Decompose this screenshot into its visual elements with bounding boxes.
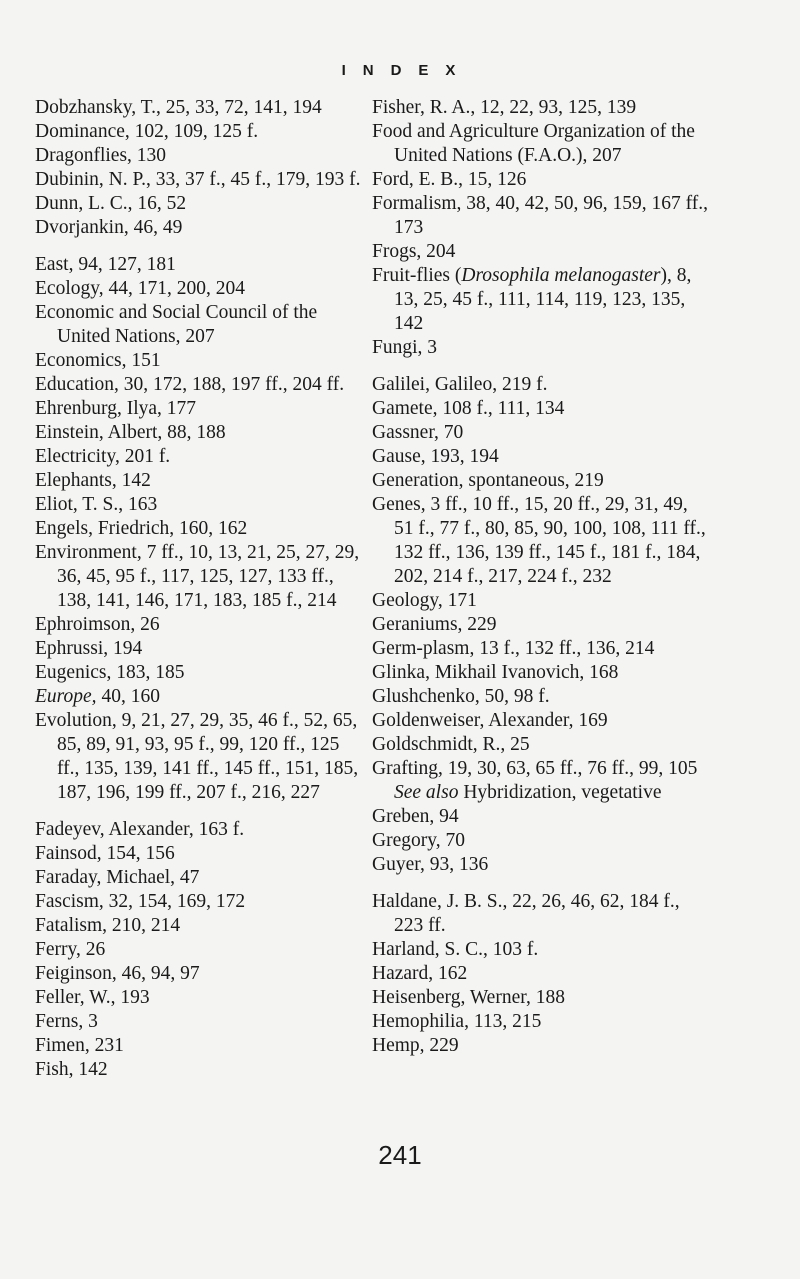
index-entry: Fimen, 231 (35, 1035, 124, 1056)
index-entry: Gregory, 70 (372, 830, 465, 851)
index-entry: Galilei, Galileo, 219 f. (372, 374, 548, 395)
index-entry: East, 94, 127, 181 (35, 254, 176, 275)
index-entry: Feller, W., 193 (35, 987, 150, 1008)
index-entry: Fainsod, 154, 156 (35, 843, 175, 864)
index-entry: Economic and Social Council of the United Nations, 207 (35, 302, 318, 347)
index-entry: Feiginson, 46, 94, 97 (35, 963, 200, 984)
index-entry: Evolution, 9, 21, 27, 29, 35, 46 f., 52, 65, 85, 89, 91, 93, 95 f., 99, 120 ff., 125 ff., 135, 139, 141 ff., 145 ff., 151, 185, 187, 196, 199 ff., 207 f., 216, 227 (35, 710, 359, 803)
page-number: 241 (378, 1140, 422, 1170)
index-entry: Germ-plasm, 13 f., 132 ff., 136, 214 (372, 638, 655, 659)
index-entry: Guyer, 93, 136 (372, 854, 489, 875)
index-entry: Dunn, L. C., 16, 52 (35, 193, 187, 214)
index-column-left (35, 96, 365, 1082)
index-entry: Fascism, 32, 154, 169, 172 (35, 891, 246, 912)
index-entry: Europe, 40, 160 (35, 686, 160, 707)
index-entry: See also Hybridization, vegetative (394, 782, 662, 803)
index-entry: Fadeyev, Alexander, 163 f. (35, 819, 245, 840)
index-entry: Economics, 151 (35, 350, 161, 371)
index-entry: Fish, 142 (35, 1059, 108, 1080)
index-entry: Glinka, Mikhail Ivanovich, 168 (372, 662, 619, 683)
index-entry: Genes, 3 ff., 10 ff., 15, 20 ff., 29, 31, 49, 51 f., 77 f., 80, 85, 90, 100, 108, 111 ff., 132 ff., 136, 139 ff., 145 f., 181 f., 184, 202, 214 f., 217, 224 f., 232 (372, 494, 706, 587)
letter-group-gap (35, 240, 365, 253)
index-entry: Ecology, 44, 171, 200, 204 (35, 278, 245, 299)
letter-group-gap (35, 805, 365, 818)
index-entry: Generation, spontaneous, 219 (372, 470, 604, 491)
index-entry: Formalism, 38, 40, 42, 50, 96, 159, 167 ff., 173 (372, 193, 709, 238)
index-entry: Elephants, 142 (35, 470, 151, 491)
index-entry: Ephroimson, 26 (35, 614, 160, 635)
index-entry: Fruit-flies (Drosophila melanogaster), 8, 13, 25, 45 f., 111, 114, 119, 123, 135, 142 (372, 265, 692, 334)
index-entry: Grafting, 19, 30, 63, 65 ff., 76 ff., 99, 105 (372, 758, 698, 779)
index-entry: Greben, 94 (372, 806, 459, 827)
index-entry: Fatalism, 210, 214 (35, 915, 181, 936)
index-entry: Einstein, Albert, 88, 188 (35, 422, 226, 443)
index-entry: Ephrussi, 194 (35, 638, 143, 659)
index-entry: Harland, S. C., 103 f. (372, 939, 539, 960)
index-entry: Geology, 171 (372, 590, 477, 611)
index-entry: Engels, Friedrich, 160, 162 (35, 518, 248, 539)
index-entry: Faraday, Michael, 47 (35, 867, 200, 888)
index-entry: Gamete, 108 f., 111, 134 (372, 398, 565, 419)
index-entry: Fungi, 3 (372, 337, 438, 358)
index-entry: Dobzhansky, T., 25, 33, 72, 141, 194 (35, 97, 322, 118)
index-entry: Hemophilia, 113, 215 (372, 1011, 542, 1032)
index-entry: Eliot, T. S., 163 (35, 494, 158, 515)
index-entry: Ehrenburg, Ilya, 177 (35, 398, 197, 419)
index-entry: Hemp, 229 (372, 1035, 459, 1056)
index-entry: Fisher, R. A., 12, 22, 93, 125, 139 (372, 97, 637, 118)
index-entry: Gause, 193, 194 (372, 446, 499, 467)
index-entry: Food and Agriculture Organization of the United Nations (F.A.O.), 207 (372, 121, 695, 166)
index-entry: Heisenberg, Werner, 188 (372, 987, 565, 1008)
index-entry: Goldschmidt, R., 25 (372, 734, 530, 755)
index-entry: Education, 30, 172, 188, 197 ff., 204 ff. (35, 374, 345, 395)
index-entry: Dvorjankin, 46, 49 (35, 217, 183, 238)
index-entry: Ferry, 26 (35, 939, 106, 960)
index-entry: Environment, 7 ff., 10, 13, 21, 25, 27, 29, 36, 45, 95 f., 117, 125, 127, 133 ff., 138, 141, 146, 171, 183, 185 f., 214 (35, 542, 360, 611)
index-entry: Dubinin, N. P., 33, 37 f., 45 f., 179, 193 f. (35, 169, 361, 190)
index-entry: Electricity, 201 f. (35, 446, 171, 467)
index-entry: Glushchenko, 50, 98 f. (372, 686, 550, 707)
index-entry: Frogs, 204 (372, 241, 456, 262)
index-entry: Goldenweiser, Alexander, 169 (372, 710, 608, 731)
index-entry: Haldane, J. B. S., 22, 26, 46, 62, 184 f., 223 ff. (372, 891, 680, 936)
letter-group-gap (372, 360, 712, 373)
index-entry: Hazard, 162 (372, 963, 468, 984)
index-entry: Dominance, 102, 109, 125 f. (35, 121, 259, 142)
index-entry: Eugenics, 183, 185 (35, 662, 185, 683)
index-column-right (372, 96, 712, 1058)
index-entry: Dragonflies, 130 (35, 145, 167, 166)
index-entry: Gassner, 70 (372, 422, 464, 443)
page-header: INDEX (341, 62, 473, 79)
letter-group-gap (372, 877, 712, 890)
index-entry: Ferns, 3 (35, 1011, 98, 1032)
index-entry: Geraniums, 229 (372, 614, 497, 635)
index-entry: Ford, E. B., 15, 126 (372, 169, 527, 190)
